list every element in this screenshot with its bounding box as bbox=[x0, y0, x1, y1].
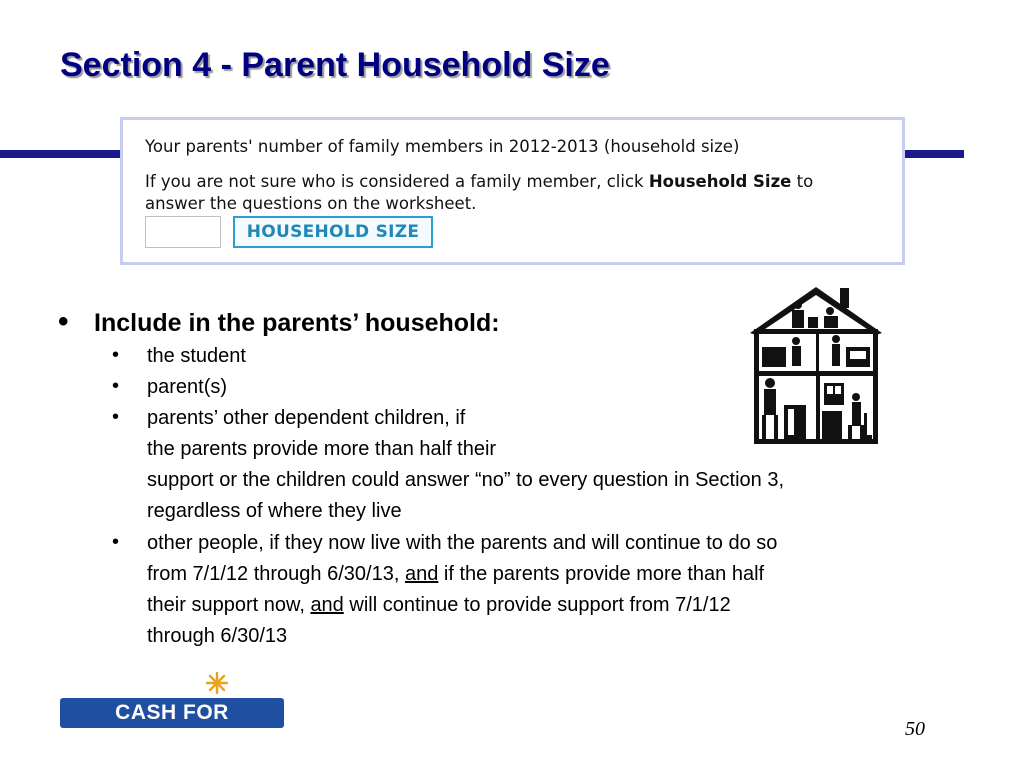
family-house-icon bbox=[748, 285, 884, 445]
sub-bullet-dot: • bbox=[112, 344, 120, 366]
bullet-dot: • bbox=[58, 305, 69, 338]
list-item-other-people-line1: other people, if they now live with the parents and will continue to do so bbox=[147, 532, 778, 554]
list-item-dependent-children-line2: the parents provide more than half their bbox=[147, 438, 497, 460]
list-item-parents: parent(s) bbox=[147, 376, 228, 398]
household-size-question: Your parents' number of family members in 2012-2013 (household size) bbox=[145, 137, 740, 156]
list-item-dependent-children-line1: parents’ other dependent children, if bbox=[147, 407, 466, 429]
household-size-button[interactable]: HOUSEHOLD SIZE bbox=[233, 216, 433, 248]
page-number: 50 bbox=[905, 718, 925, 740]
title-rule-left bbox=[0, 150, 122, 158]
list-item-other-people-line2: from 7/1/12 through 6/30/13, and if the parents provide more than half bbox=[147, 563, 765, 585]
list-item-other-people-line3: their support now, and will continue to provide support from 7/1/12 bbox=[147, 594, 731, 616]
fafsa-form-screenshot bbox=[120, 117, 905, 265]
sub-bullet-dot: • bbox=[112, 406, 120, 428]
list-item-dependent-children-line4: regardless of where they live bbox=[147, 500, 402, 522]
list-item-dependent-children-line3: support or the children could answer “no” to every question in Section 3, bbox=[147, 469, 785, 491]
list-item-other-people-line4: through 6/30/13 bbox=[147, 625, 288, 647]
cash-for-college-logo bbox=[60, 672, 290, 754]
logo-wordmark: CASH FOR C❍LLEGE bbox=[60, 698, 284, 728]
household-size-help-line1: If you are not sure who is considered a family member, click Household Size to bbox=[145, 172, 814, 191]
sub-bullet-dot: • bbox=[112, 531, 120, 553]
title-rule-right bbox=[904, 150, 964, 158]
sub-bullet-dot: • bbox=[112, 375, 120, 397]
list-item-student: the student bbox=[147, 345, 246, 367]
household-size-help-line2: answer the questions on the worksheet. bbox=[145, 194, 477, 213]
list-heading: Include in the parents’ household: bbox=[94, 309, 500, 337]
starburst-icon bbox=[206, 672, 228, 694]
slide-title: Section 4 - Parent Household Size bbox=[60, 46, 610, 84]
household-size-input[interactable] bbox=[145, 216, 221, 248]
household-size-link-text: Household Size bbox=[648, 172, 792, 191]
